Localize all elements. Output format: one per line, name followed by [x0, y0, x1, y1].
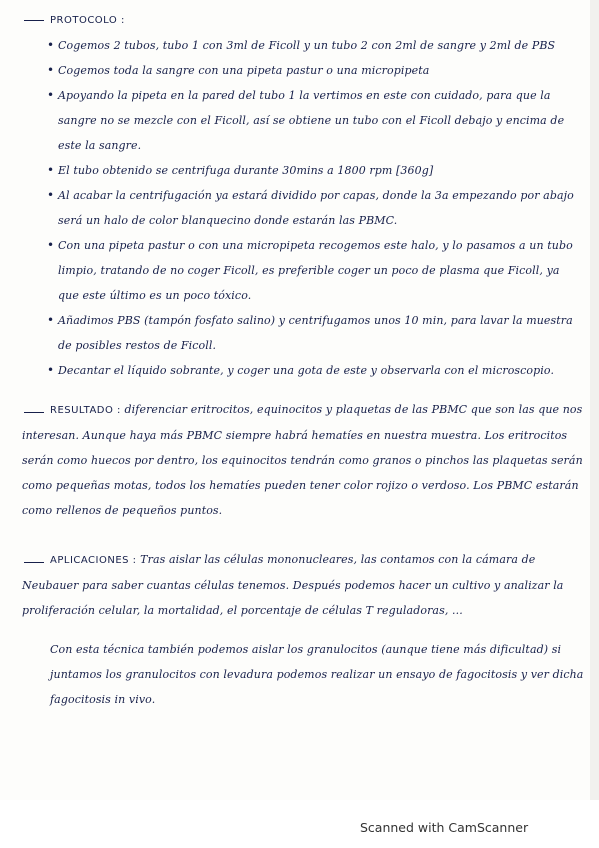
- protocolo-item: • El tubo obtenido se centrifuga durante 30mins a 1800 rpm [360g]: [47, 163, 434, 177]
- protocolo-item: • Añadimos PBS (tampón fosfato salino) y centrifugamos unos 10 min, para lavar la muestra de posibles restos de Ficoll.: [47, 313, 573, 352]
- protocolo-list: [22, 33, 584, 383]
- resultado-heading: RESULTADO :: [50, 405, 121, 416]
- protocolo-heading: PROTOCOLO :: [50, 15, 125, 26]
- protocolo-item: • Con una pipeta pastur o con una micropipeta recogemos este halo, y lo pasamos a un tubo limpio, tratando de no coger Ficoll, es preferible coger un poco de plasma que Ficoll, ya que este último es un poco tóxico.: [47, 238, 573, 302]
- handwritten-notes: [22, 8, 584, 712]
- protocolo-heading-line: [22, 8, 584, 33]
- resultado-paragraph: [22, 397, 584, 523]
- aplicaciones-text: Tras aislar las células mononucleares, las contamos con la cámara de Neubauer para saber cuantas células tenemos. Después podemos hacer un cultivo y analizar la proliferación celular, la mortalidad, el porcentaje de células T reguladoras, ...: [22, 553, 564, 617]
- protocolo-item: • Apoyando la pipeta en la pared del tubo 1 la vertimos en este con cuidado, para que la sangre no se mezcle con el Ficoll, así se obtiene un tubo con el Ficoll debajo y encima de este la sangre.: [47, 88, 565, 152]
- aplicaciones-paragraph: [22, 547, 584, 623]
- heading-dash: [24, 412, 44, 413]
- aplicaciones-heading: APLICACIONES :: [50, 555, 137, 566]
- protocolo-item: • Cogemos toda la sangre con una pipeta pastur o una micropipeta: [47, 63, 430, 77]
- protocolo-item: • Cogemos 2 tubos, tubo 1 con 3ml de Ficoll y un tubo 2 con 2ml de sangre y 2ml de PBS: [47, 38, 556, 52]
- scanner-watermark: Scanned with CamScanner: [360, 820, 529, 835]
- page-edge: [590, 0, 599, 800]
- heading-dash: [24, 562, 44, 563]
- resultado-text: diferenciar eritrocitos, equinocitos y plaquetas de las PBMC que son las que nos interesan. Aunque haya más PBMC siempre habrá hematíes en nuestra muestra. Los eritrocitos serán como huecos por dentro, los equinocitos tendrán como granos o pinchos las plaquetas serán como pequeñas motas, todos los hematíes pueden tener color rojizo o verdoso. Los PBMC estarán como rellenos de pequeños puntos.: [22, 403, 583, 517]
- protocolo-item: • Decantar el líquido sobrante, y coger una gota de este y observarla con el microscopio.: [47, 363, 555, 377]
- protocolo-item: • Al acabar la centrifugación ya estará dividido por capas, donde la 3a empezando por abajo será un halo de color blanquecino donde estarán las PBMC.: [47, 188, 574, 227]
- heading-dash: [24, 20, 44, 21]
- aplicaciones-paragraph-2: Con esta técnica también podemos aislar los granulocitos (aunque tiene más dificultad) si juntamos los granulocitos con levadura podemos realizar un ensayo de fagocitosis y ver dicha fagocitosis in vivo.: [50, 643, 584, 706]
